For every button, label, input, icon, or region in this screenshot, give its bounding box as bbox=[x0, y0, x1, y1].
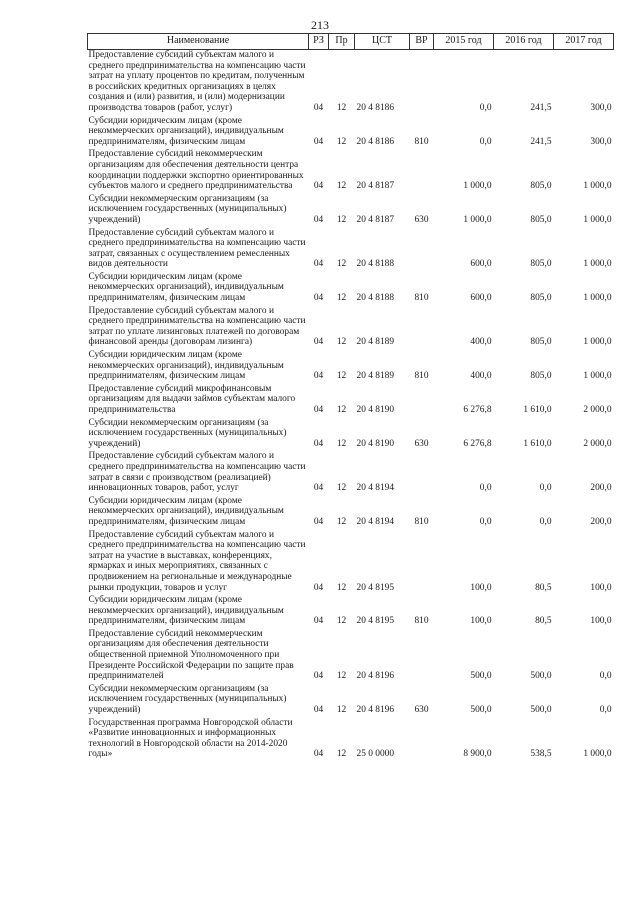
cell-name: Предоставление субсидий микрофинансовым организациям для выдачи займов субъектам малого предпринимательства bbox=[88, 383, 296, 415]
table-row bbox=[88, 384, 614, 418]
cell-2017: 300,0 bbox=[590, 136, 612, 147]
cell-2016: 805,0 bbox=[530, 293, 552, 304]
header-2016: 2016 год bbox=[494, 34, 554, 50]
cell-vr: 630 bbox=[414, 214, 429, 225]
table-row bbox=[88, 684, 614, 718]
cell-2015: 8 900,0 bbox=[463, 749, 492, 760]
cell-2017: 200,0 bbox=[590, 516, 612, 527]
header-2017: 2017 год bbox=[554, 34, 614, 50]
header-pr: Пр bbox=[329, 34, 355, 50]
cell-2015: 400,0 bbox=[470, 337, 492, 348]
cell-name: Предоставление субсидий субъектам малого и среднего предпринимательства на компенсацию части затрат по уплате лизинговых платежей по договорам финансовой аренды (договорам лизинга) bbox=[88, 305, 306, 348]
cell-vr bbox=[410, 530, 434, 596]
cell-name: Предоставление субсидий некоммерческим организациям для обеспечения деятельности центра координации поддержки экспортно ориентированных субъектов малого и среднего предпринимательства bbox=[88, 149, 304, 192]
table-body bbox=[88, 50, 614, 763]
cell-2016: 805,0 bbox=[530, 181, 552, 192]
cell-vr: 810 bbox=[414, 516, 429, 527]
cell-name: Субсидии некоммерческим организациям (за исключением государственных (муниципальных) учреждений) bbox=[88, 193, 287, 225]
cell-pr: 12 bbox=[336, 582, 347, 593]
cell-cst: 20 4 8188 bbox=[356, 259, 394, 270]
cell-pr: 12 bbox=[336, 293, 347, 304]
cell-2015: 100,0 bbox=[470, 616, 492, 627]
cell-name: Субсидии юридическим лицам (кроме некоммерческих организаций), индивидуальным предпринимателям, физическим лицам bbox=[88, 271, 284, 304]
cell-pr: 12 bbox=[336, 405, 347, 415]
table-row bbox=[88, 718, 614, 762]
cell-pr: 12 bbox=[336, 102, 347, 113]
table-row bbox=[88, 451, 614, 495]
cell-pr: 12 bbox=[336, 749, 347, 760]
cell-pr: 12 bbox=[336, 181, 347, 192]
cell-name: Государственная программа Новгородской области «Развитие инновационных и информационных технологий в Новгородской области на 2014-2020 годы» bbox=[88, 717, 293, 760]
cell-pr: 12 bbox=[336, 371, 347, 382]
cell-vr: 630 bbox=[414, 438, 429, 449]
cell-2016: 1 610,0 bbox=[523, 405, 552, 415]
cell-2016: 805,0 bbox=[530, 214, 552, 225]
cell-vr: 810 bbox=[414, 136, 429, 147]
cell-cst: 20 4 8195 bbox=[356, 582, 394, 593]
cell-vr: 630 bbox=[414, 705, 429, 716]
page-number: 213 bbox=[311, 18, 329, 32]
cell-2017: 100,0 bbox=[590, 616, 612, 627]
cell-cst: 20 4 8196 bbox=[356, 705, 394, 716]
cell-rz: 04 bbox=[313, 405, 324, 415]
cell-name: Предоставление субсидий субъектам малого и среднего предпринимательства на компенсацию части затрат на уплату процентов по кредитам, полученным в российских кредитных организациях в целях создания и (или) развития, и (или) модернизации производства товаров (работ, услуг) bbox=[88, 50, 306, 113]
cell-vr bbox=[410, 228, 434, 272]
cell-2015: 100,0 bbox=[470, 582, 492, 593]
cell-rz: 04 bbox=[313, 582, 324, 593]
cell-2017: 1 000,0 bbox=[583, 259, 612, 270]
cell-rz: 04 bbox=[313, 705, 324, 716]
cell-2015: 500,0 bbox=[470, 671, 492, 682]
table-row bbox=[88, 50, 614, 116]
table-row bbox=[88, 350, 614, 384]
cell-pr: 12 bbox=[336, 705, 347, 716]
cell-2017: 1 000,0 bbox=[583, 181, 612, 192]
cell-pr: 12 bbox=[336, 438, 347, 449]
cell-cst: 20 4 8187 bbox=[356, 214, 394, 225]
cell-2016: 538,5 bbox=[530, 749, 552, 760]
cell-cst: 20 4 8194 bbox=[356, 516, 394, 527]
cell-2017: 1 000,0 bbox=[583, 214, 612, 225]
cell-cst: 20 4 8194 bbox=[356, 483, 394, 494]
cell-pr: 12 bbox=[336, 259, 347, 270]
cell-cst: 20 4 8195 bbox=[356, 616, 394, 627]
cell-cst: 20 4 8190 bbox=[356, 438, 394, 449]
cell-2016: 80,5 bbox=[535, 582, 552, 593]
cell-2016: 805,0 bbox=[530, 259, 552, 270]
cell-name: Субсидии юридическим лицам (кроме некоммерческих организаций), индивидуальным предпринимателям, физическим лицам bbox=[88, 495, 284, 527]
cell-pr: 12 bbox=[336, 483, 347, 494]
cell-2017: 1 000,0 bbox=[583, 371, 612, 382]
table-row bbox=[88, 194, 614, 228]
cell-2017: 0,0 bbox=[599, 705, 612, 716]
cell-2016: 500,0 bbox=[530, 705, 552, 716]
header-name: Наименование bbox=[88, 34, 309, 50]
cell-name: Предоставление субсидий субъектам малого и среднего предпринимательства на компенсацию части затрат на участие в выставках, конференциях, ярмарках и иных мероприятиях, связанных с продвижением на региональные и международные рынки продукции, товаров и услуг bbox=[88, 529, 306, 593]
cell-name: Субсидии некоммерческим организациям (за исключением государственных (муниципальных) учреждений) bbox=[88, 683, 287, 716]
cell-2015: 400,0 bbox=[470, 371, 492, 382]
cell-name: Предоставление субсидий некоммерческим организациям для обеспечения деятельности общественной приемной Уполномоченного при Президенте Российской Федерации по защите прав предпринимателей bbox=[88, 628, 294, 682]
cell-name: Субсидии юридическим лицам (кроме некоммерческих организаций), индивидуальным предпринимателям, физическим лицам bbox=[88, 595, 284, 627]
cell-pr: 12 bbox=[336, 616, 347, 627]
cell-name: Предоставление субсидий субъектам малого и среднего предпринимательства на компенсацию части затрат в связи с производством (реализацией) инновационных товаров, работ, услуг bbox=[88, 451, 306, 494]
cell-name: Субсидии юридическим лицам (кроме некоммерческих организаций), индивидуальным предпринимателям, физическим лицам bbox=[88, 350, 284, 382]
cell-pr: 12 bbox=[336, 671, 347, 682]
cell-cst: 20 4 8186 bbox=[356, 136, 394, 147]
cell-cst: 20 4 8187 bbox=[356, 181, 394, 192]
cell-rz: 04 bbox=[313, 749, 324, 760]
cell-2015: 1 000,0 bbox=[463, 181, 492, 192]
cell-cst: 20 4 8196 bbox=[356, 671, 394, 682]
cell-2016: 241,5 bbox=[530, 136, 552, 147]
cell-rz: 04 bbox=[313, 337, 324, 348]
cell-rz: 04 bbox=[313, 616, 324, 627]
cell-cst: 20 4 8190 bbox=[356, 405, 394, 415]
cell-2017: 0,0 bbox=[599, 671, 612, 682]
cell-2015: 0,0 bbox=[479, 136, 492, 147]
cell-cst: 25 0 0000 bbox=[356, 749, 394, 760]
cell-rz: 04 bbox=[313, 259, 324, 270]
cell-2017: 1 000,0 bbox=[583, 293, 612, 304]
cell-vr bbox=[410, 629, 434, 684]
cell-2015: 600,0 bbox=[470, 259, 492, 270]
cell-2017: 200,0 bbox=[590, 483, 612, 494]
cell-name: Предоставление субсидий субъектам малого и среднего предпринимательства на компенсацию части затрат, связанных с осуществлением ремесленных видов деятельности bbox=[88, 227, 306, 270]
cell-vr: 810 bbox=[414, 293, 429, 304]
header-cst: ЦСТ bbox=[355, 34, 410, 50]
cell-rz: 04 bbox=[313, 214, 324, 225]
table-row bbox=[88, 272, 614, 306]
cell-rz: 04 bbox=[313, 438, 324, 449]
cell-pr: 12 bbox=[336, 337, 347, 348]
cell-2016: 500,0 bbox=[530, 671, 552, 682]
cell-vr bbox=[410, 451, 434, 495]
cell-2016: 80,5 bbox=[535, 616, 552, 627]
cell-2016: 0,0 bbox=[539, 483, 552, 494]
cell-2016: 241,5 bbox=[530, 102, 552, 113]
header-2015: 2015 год bbox=[434, 34, 494, 50]
cell-2015: 6 276,8 bbox=[463, 438, 492, 449]
cell-2015: 600,0 bbox=[470, 293, 492, 304]
cell-2017: 1 000,0 bbox=[583, 337, 612, 348]
table-row bbox=[88, 149, 614, 193]
cell-rz: 04 bbox=[313, 483, 324, 494]
cell-rz: 04 bbox=[313, 671, 324, 682]
table-row bbox=[88, 496, 614, 530]
cell-rz: 04 bbox=[313, 181, 324, 192]
table-row bbox=[88, 228, 614, 272]
cell-2015: 6 276,8 bbox=[463, 405, 492, 415]
cell-cst: 20 4 8189 bbox=[356, 371, 394, 382]
cell-rz: 04 bbox=[313, 293, 324, 304]
cell-2016: 1 610,0 bbox=[523, 438, 552, 449]
table-row bbox=[88, 116, 614, 150]
cell-vr bbox=[410, 384, 434, 418]
cell-2015: 0,0 bbox=[479, 483, 492, 494]
cell-rz: 04 bbox=[313, 136, 324, 147]
cell-2017: 300,0 bbox=[590, 102, 612, 113]
cell-rz: 04 bbox=[313, 516, 324, 527]
cell-2017: 2 000,0 bbox=[583, 438, 612, 449]
cell-2017: 2 000,0 bbox=[583, 405, 612, 415]
table-row bbox=[88, 418, 614, 452]
cell-vr: 810 bbox=[414, 616, 429, 627]
cell-2016: 0,0 bbox=[539, 516, 552, 527]
cell-2015: 500,0 bbox=[470, 705, 492, 716]
cell-vr bbox=[410, 50, 434, 116]
table-row bbox=[88, 629, 614, 684]
cell-cst: 20 4 8186 bbox=[356, 102, 394, 113]
table-row bbox=[88, 306, 614, 350]
cell-pr: 12 bbox=[336, 516, 347, 527]
cell-vr: 810 bbox=[414, 371, 429, 382]
cell-vr bbox=[410, 718, 434, 762]
header-rz: РЗ bbox=[309, 34, 329, 50]
cell-cst: 20 4 8188 bbox=[356, 293, 394, 304]
cell-2017: 100,0 bbox=[590, 582, 612, 593]
table-row bbox=[88, 595, 614, 629]
cell-2016: 805,0 bbox=[530, 337, 552, 348]
header-vr: ВР bbox=[410, 34, 434, 50]
cell-vr bbox=[410, 149, 434, 193]
cell-vr bbox=[410, 306, 434, 350]
budget-table bbox=[87, 33, 614, 762]
cell-2015: 0,0 bbox=[479, 102, 492, 113]
cell-2015: 1 000,0 bbox=[463, 214, 492, 225]
table-row bbox=[88, 530, 614, 596]
cell-rz: 04 bbox=[313, 102, 324, 113]
cell-name: Субсидии юридическим лицам (кроме некоммерческих организаций), индивидуальным предпринимателям, физическим лицам bbox=[88, 115, 284, 147]
cell-cst: 20 4 8189 bbox=[356, 337, 394, 348]
cell-rz: 04 bbox=[313, 371, 324, 382]
cell-2015: 0,0 bbox=[479, 516, 492, 527]
cell-pr: 12 bbox=[336, 136, 347, 147]
cell-2017: 1 000,0 bbox=[583, 749, 612, 760]
cell-pr: 12 bbox=[336, 214, 347, 225]
cell-name: Субсидии некоммерческим организациям (за исключением государственных (муниципальных) учреждений) bbox=[88, 417, 287, 449]
table-header-row bbox=[88, 34, 614, 50]
cell-2016: 805,0 bbox=[530, 371, 552, 382]
